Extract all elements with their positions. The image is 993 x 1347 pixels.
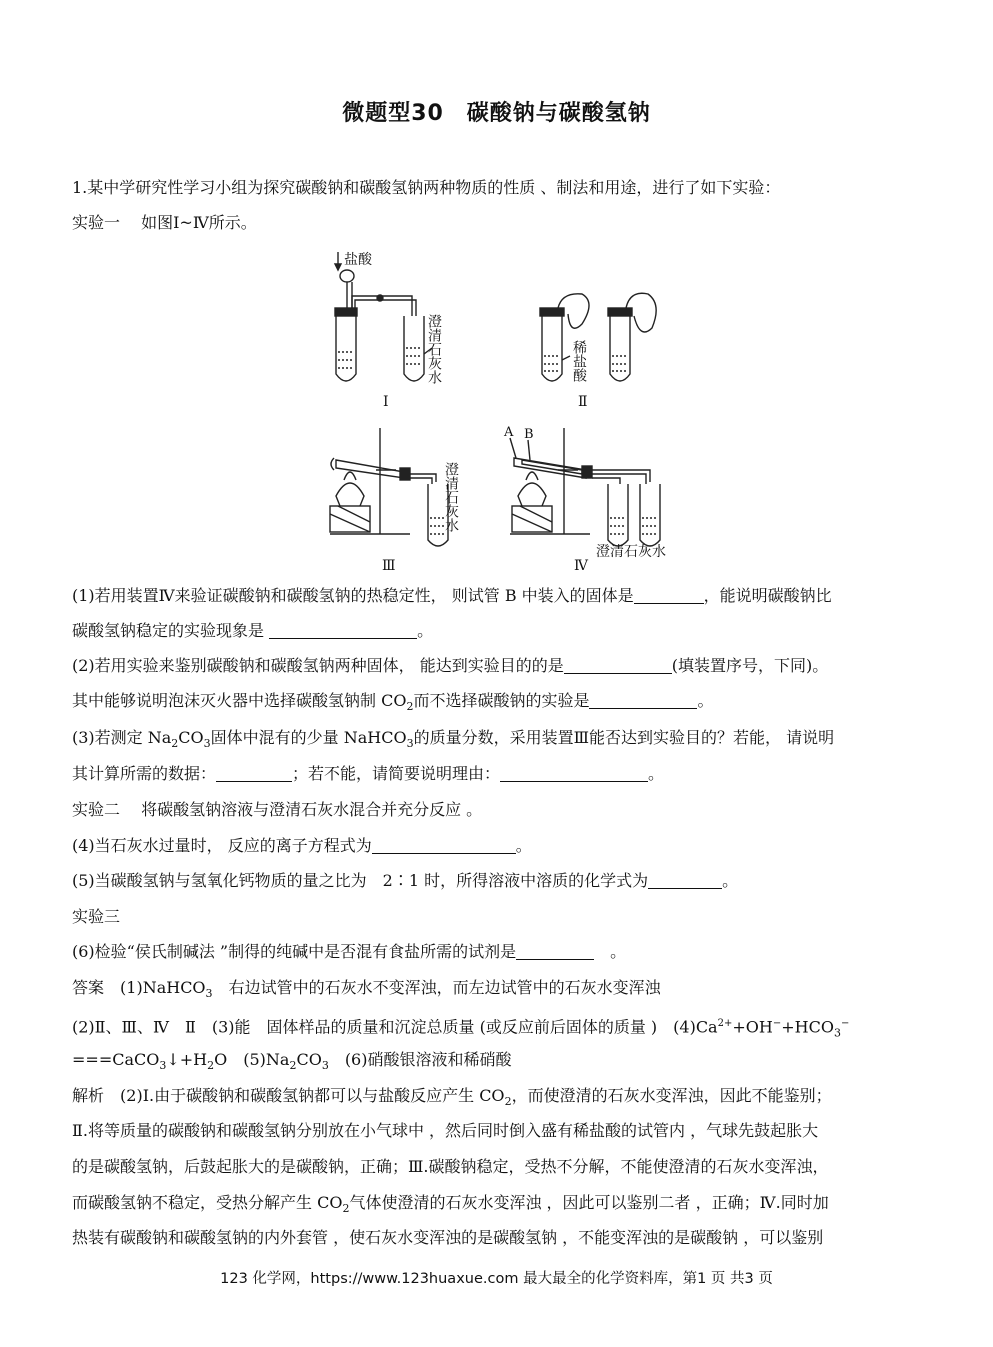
limewater-label-i: 澄清石灰水 bbox=[426, 314, 442, 384]
label-iii: Ⅲ bbox=[382, 558, 396, 574]
question-3-line: (3)若测定 $Na_2CO_3$固体中混有的少量 NaHCO$_3$的质量分数，采用装置Ⅲ能否达到实验目的？若能， 请说明 bbox=[72, 728, 835, 751]
answer-blank bbox=[216, 765, 292, 782]
experiment-1-heading: 实验一 如图Ⅰ~Ⅳ所示。 bbox=[72, 213, 257, 232]
setup-i bbox=[335, 252, 432, 381]
limewater-label-iv: 澄清石灰水 bbox=[596, 544, 666, 560]
label-i: Ⅰ bbox=[383, 394, 389, 410]
analysis-line-2: Ⅱ.将等质量的碳酸钠和碳酸氢钠分别放在小气球中 ，然后同时倒入盛有稀盐酸的试管内 ，气球先鼓起胀大 bbox=[72, 1121, 819, 1140]
page-title: 微题型30 碳酸钠与碳酸氢钠 bbox=[342, 101, 651, 126]
label-b: B bbox=[524, 427, 534, 442]
analysis-line-1: 解析 (2)Ⅰ.由于碳酸钠和碳酸氢钠都可以与盐酸反应产生 $CO_2$，而使澄清的石灰水变浑浊，因此不能鉴别； bbox=[72, 1086, 832, 1109]
setup-iv bbox=[510, 428, 660, 546]
apparatus-figure bbox=[300, 244, 720, 574]
answer-blank bbox=[516, 943, 594, 960]
label-a: A bbox=[504, 425, 514, 440]
answer-blank bbox=[372, 837, 516, 854]
answer-blank bbox=[500, 765, 648, 782]
question-2-line: (2)若用实验来鉴别碳酸钠和碳酸氢钠两种固体， 能达到实验目的的是 (填装置序号，下同)。 bbox=[72, 656, 829, 675]
setup-iii bbox=[330, 428, 448, 546]
question-2-line-2: 其中能够说明泡沫灭火器中选择碳酸氢钠制 $CO_2$而不选择碳酸钠的实验是 。 bbox=[72, 691, 714, 714]
page-footer: 123 化学网，https://www.123huaxue.com 最大最全的化学资料库，第1 页 共3 页 bbox=[220, 1271, 773, 1287]
analysis-line-3: 的是碳酸氢钠，后鼓起胀大的是碳酸钠，正确；Ⅲ.碳酸钠稳定，受热不分解，不能使澄清的石灰水变浑浊， bbox=[72, 1157, 829, 1176]
label-iv: Ⅳ bbox=[574, 558, 588, 574]
experiment-3-heading: 实验三 bbox=[72, 907, 121, 926]
setup-ii bbox=[540, 293, 656, 381]
analysis-line-4: 而碳酸氢钠不稳定，受热分解产生 $CO_2$气体使澄清的石灰水变浑浊 ，因此可以鉴别二者 ，正确；Ⅳ.同时加 bbox=[72, 1193, 829, 1216]
dilute-acid-label: 稀盐酸 bbox=[571, 340, 587, 382]
experiment-2-heading: 实验二 将碳酸氢钠溶液与澄清石灰水混合并充分反应 。 bbox=[72, 800, 483, 819]
question-6-line: (6)检验“侯氏制碱法 ”制得的纯碱中是否混有食盐所需的试剂是 。 bbox=[72, 942, 627, 961]
answer-line-3: $===CaCO_3↓+H_2O$ $(5)Na_2CO_3$ (6)硝酸银溶液和稀硝酸 bbox=[72, 1050, 512, 1073]
question-1-line-2: 碳酸氢钠稳定的实验现象是 。 bbox=[72, 621, 434, 640]
answer-line-2: (2)Ⅱ、Ⅲ、Ⅳ Ⅱ (3)能 固体样品的质量和沉淀总质量 (或反应前后固体的质量 ) $(4)Ca^{2+}+OH^-+HCO_3^-$ bbox=[72, 1017, 850, 1040]
acid-label: 盐酸 bbox=[344, 252, 372, 268]
label-ii: Ⅱ bbox=[578, 394, 588, 410]
question-1-intro: 1.某中学研究性学习小组为探究碳酸钠和碳酸氢钠两种物质的性质 、制法和用途，进行了如下实验： bbox=[72, 178, 781, 197]
question-3-line-2: 其计算所需的数据： ；若不能，请简要说明理由： 。 bbox=[72, 764, 665, 783]
answer-blank bbox=[269, 622, 417, 639]
answer-blank bbox=[648, 872, 722, 889]
question-1-line: (1)若用装置Ⅳ来验证碳酸钠和碳酸氢钠的热稳定性， 则试管 B 中装入的固体是 ，能说明碳酸钠比 bbox=[72, 586, 832, 605]
question-4-line: (4)当石灰水过量时， 反应的离子方程式为 。 bbox=[72, 836, 532, 855]
analysis-line-5: 热装有碳酸钠和碳酸氢钠的内外套管 ，使石灰水变浑浊的是碳酸氢钠 ，不能变浑浊的是碳酸钠 ，可以鉴别 bbox=[72, 1228, 824, 1247]
answer-line-1: 答案 (1)NaHCO$_3$ 右边试管中的石灰水不变浑浊，而左边试管中的石灰水变浑浊 bbox=[72, 978, 661, 1001]
answer-blank bbox=[634, 587, 704, 604]
question-5-line: (5)当碳酸氢钠与氢氧化钙物质的量之比为 2∶1 时，所得溶液中溶质的化学式为 。 bbox=[72, 871, 739, 890]
answer-blank bbox=[589, 692, 697, 709]
answer-blank bbox=[564, 657, 672, 674]
limewater-label-iii: 澄清石灰水 bbox=[443, 462, 459, 532]
